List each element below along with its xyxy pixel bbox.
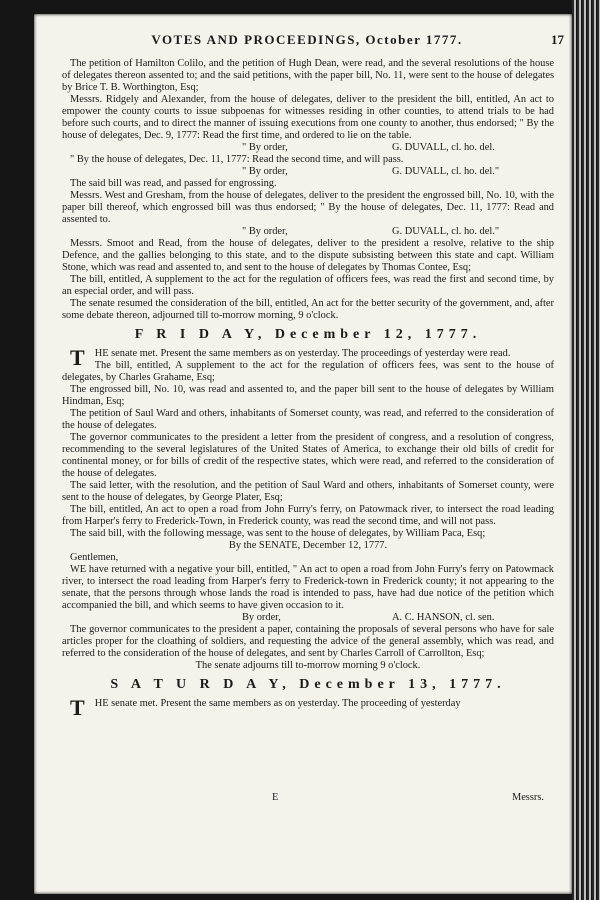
adjournment-text: The senate adjourns till to-morrow morning 9 o'clock. (195, 660, 421, 671)
salutation: Gentlemen, (70, 552, 119, 563)
paragraph: The bill, entitled, A supplement to the act for the regulation of officers fees, was sent to the house of delegates, by Charles Grahame, Esq; (62, 360, 554, 383)
signature-line (62, 226, 554, 238)
paragraph: Messrs. Ridgely and Alexander, from the house of delegates, deliver to the president the bill, entitled, An act to empower the county courts to issue subpoenas for witnesses residing in other counties, to attend trials to be had before such courts, and to direct the manner of issuing executions from one county to another, thus endorsed; " By the house of delegates, Dec. 9, 1777: Read the first time, and ordered to lie on the table. (62, 94, 554, 141)
by-order-text: " By order, (242, 166, 288, 177)
paragraph: The petition of Hamilton Colilo, and the petition of Hugh Dean, were read, and the several resolutions of the house of delegates thereon assented to; and the said petitions, with the paper bill, No. 11, were sent to the house of delegates by Brice T. B. Worthington, Esq; (62, 58, 554, 93)
paragraph: The said letter, with the resolution, and the petition of Saul Ward and others, inhabitants of Somerset county, were sent to the house of delegates, by George Plater, Esq; (62, 480, 554, 503)
message-heading: By the SENATE, December 12, 1777. (228, 540, 388, 551)
paragraph: The said bill was read, and passed for engrossing. (70, 178, 277, 189)
paragraph: The engrossed bill, No. 10, was read and assented to, and the paper bill sent to the house of delegates by William Hindman, Esq; (62, 384, 554, 407)
by-order-text: " By order, (242, 142, 288, 153)
clerk-signature: G. DUVALL, cl. ho. del." (392, 226, 500, 237)
friday-section (62, 345, 554, 370)
by-order-text: " By order, (242, 226, 288, 237)
day-heading-saturday: S A T U R D A Y, December 13, 1777. (110, 677, 506, 692)
page-footer (62, 792, 554, 806)
message-text: WE have returned with a negative your bill, entitled, " An act to open a road from John Furry's ferry on Patowmack river, to intersect the road leading from Harper's ferry to Frederick-town in Frederick county; it not appearing to the senate, that the persons through whose lands the road is intended to pass, have had due notice of the petition which accompanied the bill, and which seems to have given occasion to it. (62, 564, 554, 611)
paragraph: The governor communicates to the president a letter from the president of congress, and a resolution of congress, recommending to the several legislatures of the United States of America, to exchange their old bills of credit for continental money, or for bills of credit of the respective states, which were read, and referred to the consideration of the house of delegates. (62, 432, 554, 479)
paragraph: The bill, entitled, A supplement to the act for the regulation of officers fees, was read the first and second time, by an especial order, and will pass. (62, 274, 554, 297)
running-header: VOTES AND PROCEEDINGS, October 1777. (151, 32, 463, 47)
paragraph: THE senate met. Present the same members as on yesterday. The proceeding of yesterday (70, 695, 461, 720)
clerk-signature: A. C. HANSON, cl. sen. (392, 612, 495, 623)
paragraph: Messrs. West and Gresham, from the house of delegates, deliver to the president the engrossed bill, No. 10, with the paper bill thereof, which engrossed bill was thus endorsed; " By the house of delegates, Dec. 11, 1777: Read and assented to. (62, 190, 554, 225)
paragraph: Messrs. Smoot and Read, from the house of delegates, deliver to the president a resolve, relative to the ship Defence, and the gallies belonging to this state, and to the dispute subsisting between this state and capt. William Stone, which was read and assented to, and sent to the house of delegates by Thomas Contee, Esq; (62, 238, 554, 273)
paragraph: The said bill, with the following message, was sent to the house of delegates, by William Paca, Esq; (70, 528, 486, 539)
signature-line (62, 166, 554, 178)
by-order-text: By order, (242, 612, 281, 623)
paragraph: THE senate met. Present the same members as on yesterday. The proceedings of yesterday were read. (70, 345, 511, 370)
paragraph: The bill, entitled, An act to open a road from John Furry's ferry, on Patowmack river, to intersect the road leading from Harper's ferry to Frederick-Town, in Frederick county, was read the second time, and will not pass. (62, 504, 554, 527)
page-number: 17 (551, 32, 564, 47)
book-page (34, 14, 572, 894)
page-body (62, 58, 554, 718)
paragraph: " By the house of delegates, Dec. 11, 1777: Read the second time, and will pass. (70, 154, 404, 165)
clerk-signature: G. DUVALL, cl. ho. del." (392, 166, 500, 177)
signature-mark: E (272, 792, 279, 803)
paragraph: The senate resumed the consideration of the bill, entitled, An act for the better security of the government, and, after some debate thereon, adjourned till to-morrow morning, 9 o'clock. (62, 298, 554, 321)
paragraph: The governor communicates to the president a paper, containing the proposals of several persons who have for sale articles proper for the cloathing of soldiers, and requesting the advice of the general assembly, which was read, and referred to the consideration of the house of delegates, and sent by Charles Carroll of Carrollton, Esq; (62, 624, 554, 659)
paragraph: The petition of Saul Ward and others, inhabitants of Somerset county, was read, and referred to the consideration of the house of delegates. (62, 408, 554, 431)
signature-line (62, 612, 554, 624)
day-heading-friday: F R I D A Y, December 12, 1777. (134, 327, 482, 342)
catchword: Messrs. (511, 792, 544, 803)
saturday-section (62, 695, 554, 720)
clerk-signature: G. DUVALL, cl. ho. del. (392, 142, 495, 153)
page-edges (572, 0, 600, 900)
signature-line (62, 142, 554, 154)
